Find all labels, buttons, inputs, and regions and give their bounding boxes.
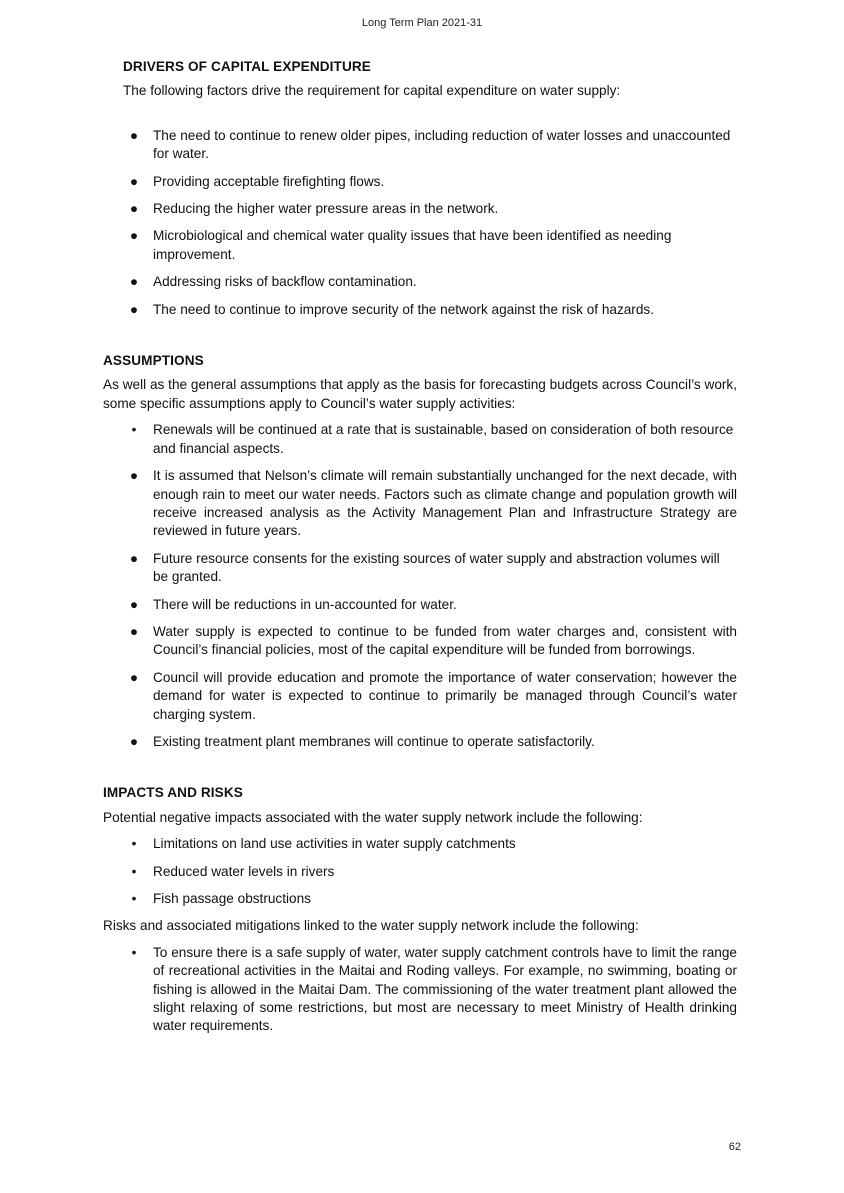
bullet-icon: • [131,891,137,906]
bullet-icon: ● [129,550,139,566]
bullet-icon: • [131,863,137,879]
list-item: • Limitations on land use activities in water supply catchments [103,835,737,853]
list-item: ● Reducing the higher water pressure areas in the network. [103,200,737,218]
risks-intro: Risks and associated mitigations linked to the water supply network include the following: [103,918,639,934]
section-drivers [103,58,737,319]
bullet-list-drivers [103,127,737,319]
bullet-icon: • [131,422,137,438]
list-item: • To ensure there is a safe supply of water, water supply catchment controls have to limit the range of recreational activities in the Maitai and Roding valleys. For example, no swimming, boating or fishing is allowed in the Maitai Dam. The commissioning of the water treatment plant allowed the slight relaxing of some restrictions, but most are necessary to meet Ministry of Health drinking water requirements. [103,944,737,1036]
document-body [103,58,737,1045]
list-item: ● Existing treatment plant membranes will continue to operate satisfactorily. [103,733,737,751]
bullet-list-risks [103,944,737,1036]
list-item: ● The need to continue to improve security of the network against the risk of hazards. [103,301,737,319]
list-item: ● It is assumed that Nelson’s climate will remain substantially unchanged for the next decade, with enough rain to meet our water needs. Factors such as climate change and population growth will receive increased analysis as the Activity Management Plan and Infrastructure Strategy are reviewed in future years. [129,468,737,539]
list-item: ● Water supply is expected to continue to be funded from water charges and, consistent with Council’s financial policies, most of the capital expenditure will be funded from borrowings. [129,623,737,658]
bullet-icon: • [131,836,137,852]
bullet-list-assumptions [103,421,737,751]
bullet-icon: ● [129,623,139,639]
section-intro-impacts: Potential negative impacts associated with the water supply network include the following: [103,809,643,825]
list-item: ● Addressing risks of backflow contamination. [103,273,737,291]
section-impacts [103,784,737,1035]
bullet-icon: ● [129,669,139,685]
list-item: ● Future resource consents for the existing sources of water supply and abstraction volumes will be granted. [129,550,720,585]
bullet-icon: • [131,944,137,960]
list-item: • Renewals will be continued at a rate that is sustainable, based on consideration of both resource and financial aspects. [103,421,737,458]
section-assumptions [103,352,737,751]
bullet-icon: ● [129,596,139,612]
bullet-icon: ● [129,228,139,244]
bullet-icon: ● [129,733,139,749]
bullet-list-impacts [103,835,737,908]
section-heading-assumptions: ASSUMPTIONS [103,353,204,369]
section-intro-assumptions: As well as the general assumptions that apply as the basis for forecasting budgets across Council’s work, some specific assumptions apply to Council’s water supply activities: [103,377,737,411]
bullet-icon: ● [129,201,139,217]
bullet-icon: ● [129,127,139,143]
list-item: • Reduced water levels in rivers [103,863,737,881]
section-intro-drivers: The following factors drive the requirement for capital expenditure on water supply: [123,83,621,99]
section-heading-impacts: IMPACTS AND RISKS [103,785,243,801]
list-item: ● The need to continue to renew older pipes, including reduction of water losses and unaccounted for water. [129,127,731,162]
page-header: Long Term Plan 2021-31 [361,17,483,29]
list-item: • Fish passage obstructions [103,890,737,908]
list-item: ● Providing acceptable firefighting flows. [103,173,737,191]
bullet-icon: ● [129,468,139,484]
list-item: ● Council will provide education and promote the importance of water conservation; however the demand for water is expected to continue to primarily be managed through Council’s water charging system. [129,669,737,722]
list-item: ● There will be reductions in un-accounted for water. [103,596,737,614]
list-item: ● Microbiological and chemical water quality issues that have been identified as needing improvement. [129,228,672,262]
section-heading-drivers: DRIVERS OF CAPITAL EXPENDITURE [123,59,371,74]
bullet-icon: ● [129,274,139,290]
bullet-icon: ● [129,301,139,317]
bullet-icon: ● [129,173,139,189]
page-number: 62 [728,1141,741,1153]
